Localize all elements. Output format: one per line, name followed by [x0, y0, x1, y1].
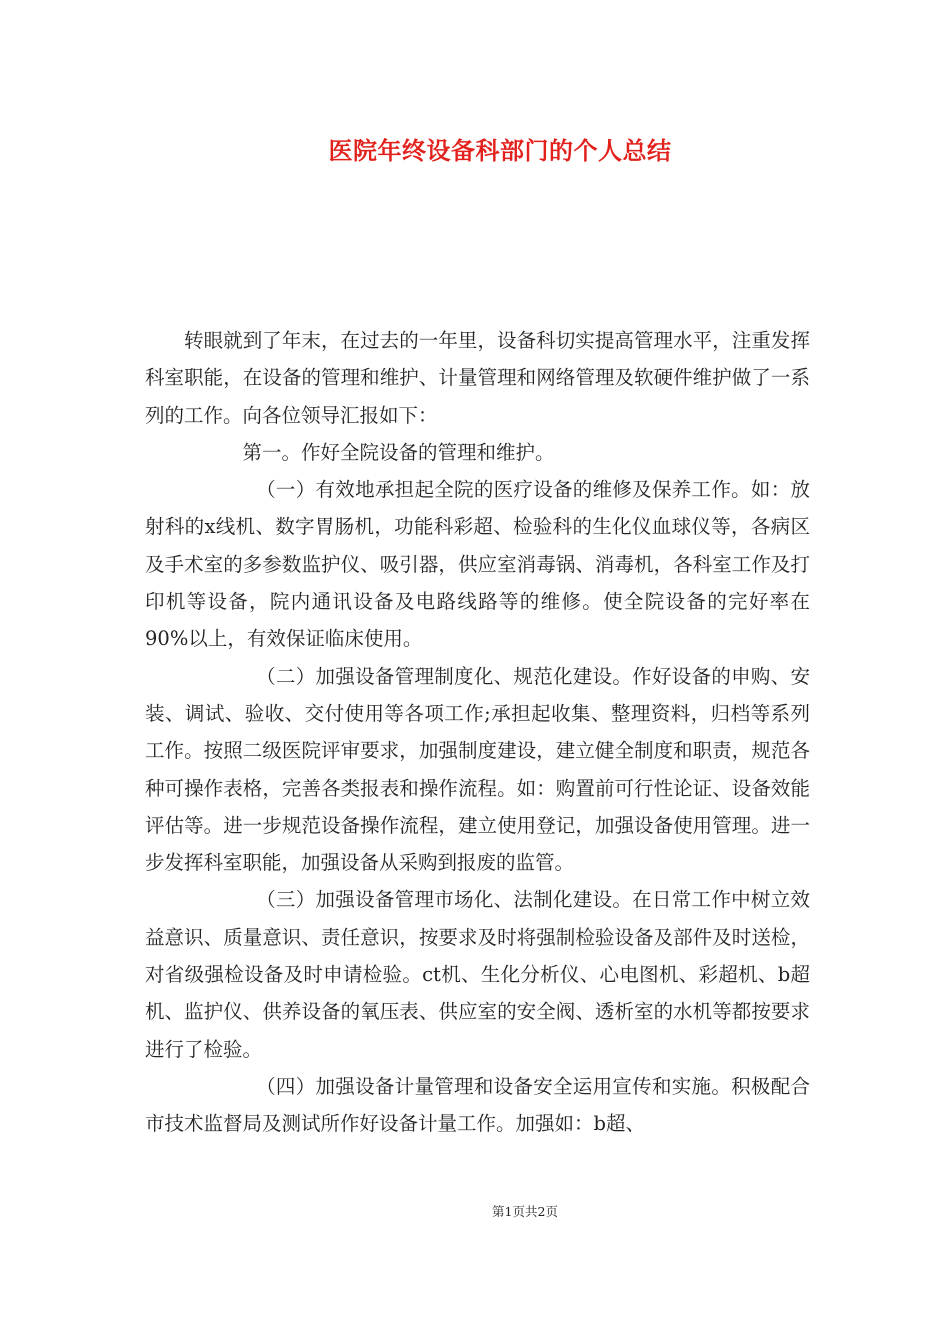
document-title: 医院年终设备科部门的个人总结 [328, 137, 672, 165]
page-number-footer: 第1页共2页 [492, 1204, 558, 1219]
paragraph-item-four: （四）加强设备计量管理和设备安全运用宣传和实施。积极配合市技术监督局及测试所作好设备计量工作。加强如：b超、 [145, 1074, 810, 1136]
paragraph-intro: 转眼就到了年末，在过去的一年里，设备科切实提高管理水平，注重发挥科室职能，在设备的管理和维护、计量管理和网络管理及软硬件维护做了一系列的工作。向各位领导汇报如下： [145, 329, 810, 427]
paragraph-section-one: 第一。作好全院设备的管理和维护。 [242, 440, 555, 464]
document-body [145, 322, 810, 1143]
paragraph-item-three: （三）加强设备管理市场化、法制化建设。在日常工作中树立效益意识、质量意识、责任意识，按要求及时将强制检验设备及部件及时送检，对省级强检设备及时申请检验。ct机、生化分析仪、心电图机、彩超机、b超机、监护仪、供养设备的氧压表、供应室的安全阀、透析室的水机等都按要求进行了检验。 [145, 888, 810, 1061]
paragraph-item-one: （一）有效地承担起全院的医疗设备的维修及保养工作。如：放射科的x线机、数字胃肠机，功能科彩超、检验科的生化仪血球仪等，各病区及手术室的多参数监护仪、吸引器，供应室消毒锅、消毒机，各科室工作及打印机等设备，院内通讯设备及电路线路等的维修。使全院设备的完好率在90%以上，有效保证临床使用。 [145, 478, 810, 651]
paragraph-item-two: （二）加强设备管理制度化、规范化建设。作好设备的申购、安装、调试、验收、交付使用等各项工作;承担起收集、整理资料，归档等系列工作。按照二级医院评审要求，加强制度建设，建立健全制度和职责，规范各种可操作表格，完善各类报表和操作流程。如：购置前可行性论证、设备效能评估等。进一步规范设备操作流程，建立使用登记，加强设备使用管理。进一步发挥科室职能，加强设备从采购到报废的监管。 [145, 664, 810, 875]
